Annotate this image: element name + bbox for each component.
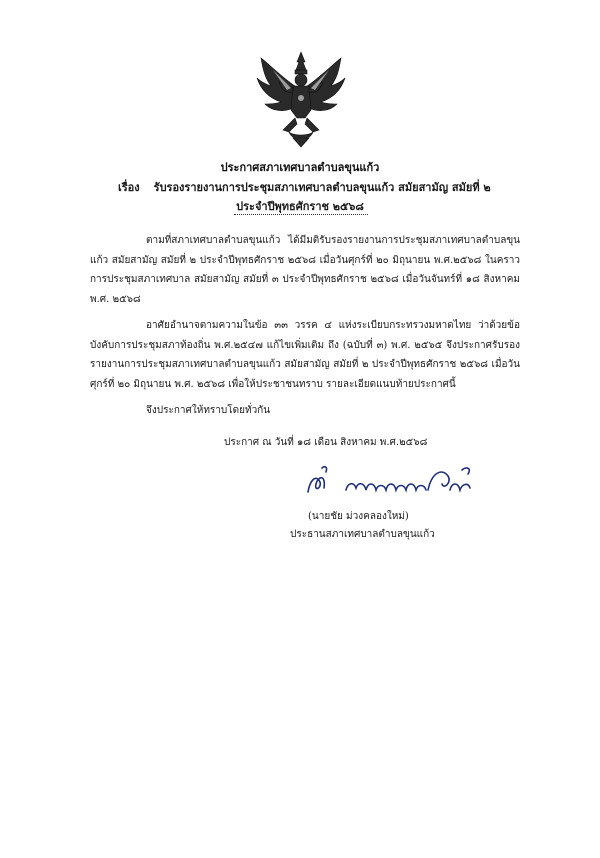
date-line: ประกาศ ณ วันที่ ๑๘ เดือน สิงหาคม พ.ศ.๒๕๖๘ (224, 437, 428, 448)
paragraph-2-text: อาศัยอำนาจตามความในข้อ ๓๓ วรรค ๔ แห่งระเบียบกระทรวงมหาดไทย ว่าด้วยข้อบังคับการประชุมสภาท้องถิ่น พ.ศ.๒๕๔๗ แก้ไขเพิ่มเติม ถึง (ฉบับที่ ๓) พ.ศ. ๒๕๖๕ จึงประกาศรับรองรายงานการประชุมสภาเทศบาลตำบลขุนแก้ว สมัยสามัญ สมัยที่ ๒ ประจำปีพุทธศักราช ๒๕๖๘ เมื่อวันศุกร์ที่ ๒๐ มิถุนายน พ.ศ. ๒๕๖๘ เพื่อให้ประชาชนทราบ รายละเอียดแนบท้ายประกาศนี้ (90, 320, 520, 390)
signatory-position: ประธานสภาเทศบาลตำบลขุนแก้ว (290, 529, 435, 540)
announcement-title: ประกาศสภาเทศบาลตำบลขุนแก้ว (220, 161, 380, 174)
garuda-emblem-icon (253, 48, 349, 148)
signatory-name: (นายชัย ม่วงคลองใหม่) (308, 511, 409, 522)
signature-image (302, 462, 482, 502)
subject-label: เรื่อง (118, 181, 140, 194)
year-line: ประจำปีพุทธศักราช ๒๕๖๘ (236, 200, 364, 213)
paragraph-2 (90, 316, 520, 394)
closing-line: จึงประกาศให้ทราบโดยทั่วกัน (146, 405, 271, 416)
paragraph-1 (90, 231, 520, 309)
paragraph-1-text: ตามที่สภาเทศบาลตำบลขุนแก้ว ได้มีมติรับรองรายงานการประชุมสภาเทศบาลตำบลขุนแก้ว สมัยสามัญ สมัยที่ ๒ ประจำปีพุทธศักราช ๒๕๖๘ เมื่อวันศุกร์ที่ ๒๐ มิถุนายน พ.ศ.๒๕๖๘ ในคราวการประชุมสภาเทศบาล สมัยสามัญ สมัยที่ ๓ ประจำปีพุทธศักราช ๒๕๖๘ เมื่อวันจันทร์ที่ ๑๘ สิงหาคม พ.ศ. ๒๕๖๘ (90, 235, 520, 305)
subject-text: รับรองรายงานการประชุมสภาเทศบาลตำบลขุนแก้ว สมัยสามัญ สมัยที่ ๒ (153, 181, 491, 194)
separator-line (234, 214, 368, 215)
subject-line (118, 178, 491, 196)
